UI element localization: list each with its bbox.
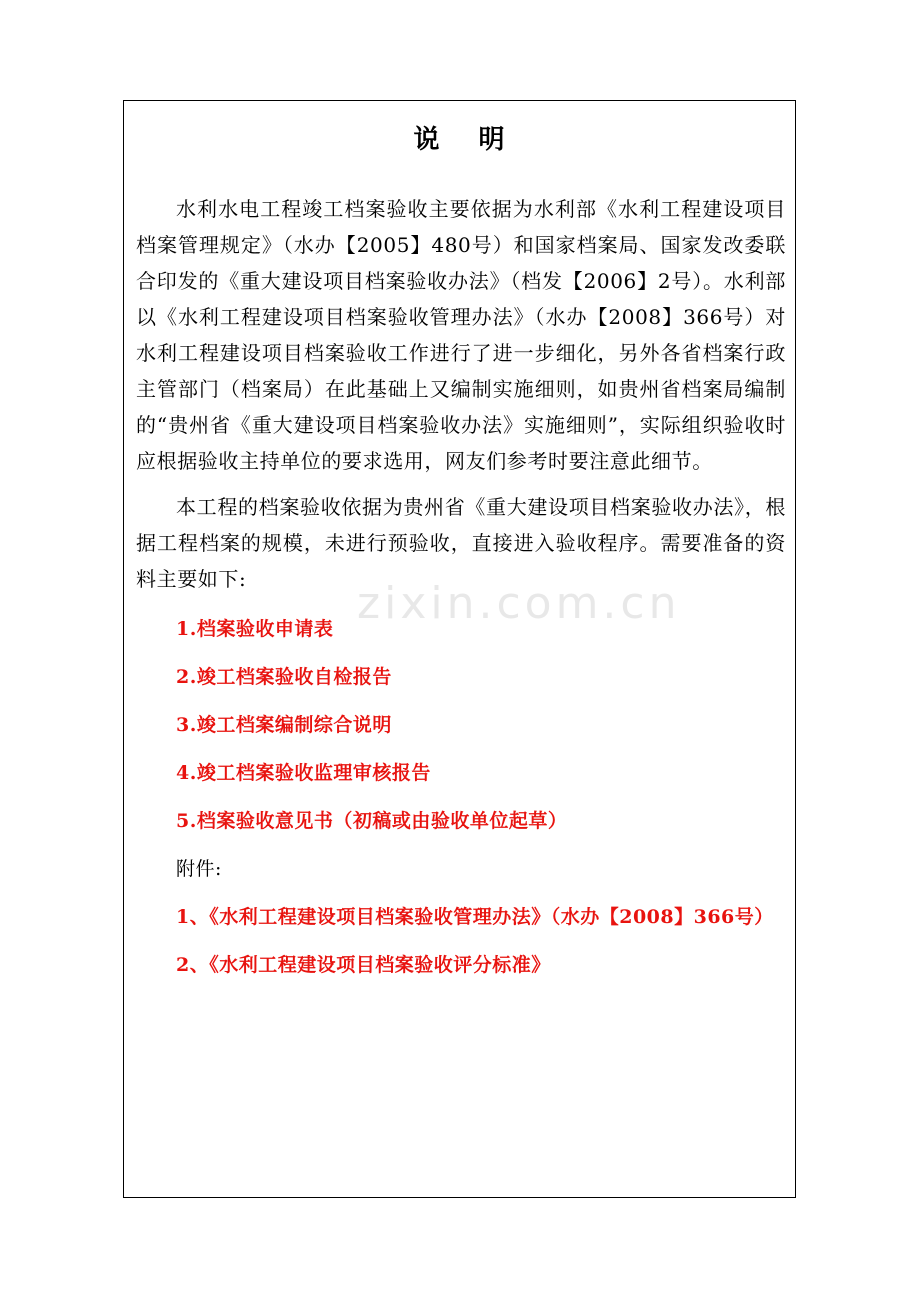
title-char-2: 明 [478,125,506,155]
paragraph-basis: 水利水电工程竣工档案验收主要依据为水利部《水利工程建设项目档案管理规定》（水办【2005】480号）和国家档案局、国家发改委联合印发的《重大建设项目档案验收办法》（档发【2006】2号）。水利部以《水利工程建设项目档案验收管理办法》（水办【2008】366号）对水利工程建设项目档案验收工作进行了进一步细化，另外各省档案行政主管部门（档案局）在此基础上又编制实施细则，如贵州省档案局编制的“贵州省《重大建设项目档案验收办法》实施细则”，实际组织验收时应根据验收主持单位的要求选用，网友们参考时要注意此细节。 [136,197,786,473]
page-title [124,119,795,156]
paragraph-scope: 本工程的档案验收依据为贵州省《重大建设项目档案验收办法》，根据工程档案的规模，未进行预验收，直接进入验收程序。需要准备的资料主要如下: [136,495,786,591]
material-item: 2.竣工档案验收自检报告 [176,666,392,688]
material-item: 4.竣工档案验收监理审核报告 [176,762,431,784]
title-char-1: 说 [413,125,441,155]
material-item: 5.档案验收意见书（初稿或由验收单位起草） [176,810,568,832]
watermark: zixin.com.cn [357,578,681,629]
document-body [136,191,786,989]
attachments-label: 附件: [176,858,222,880]
attachment-item: 2、《水利工程建设项目档案验收评分标准》 [176,954,551,976]
material-item: 1.档案验收申请表 [176,618,334,640]
document-frame [123,100,796,1198]
attachment-item: 1、《水利工程建设项目档案验收管理办法》（水办【2008】366号） [176,906,774,928]
material-item: 3.竣工档案编制综合说明 [176,714,392,736]
materials-list [136,605,786,989]
